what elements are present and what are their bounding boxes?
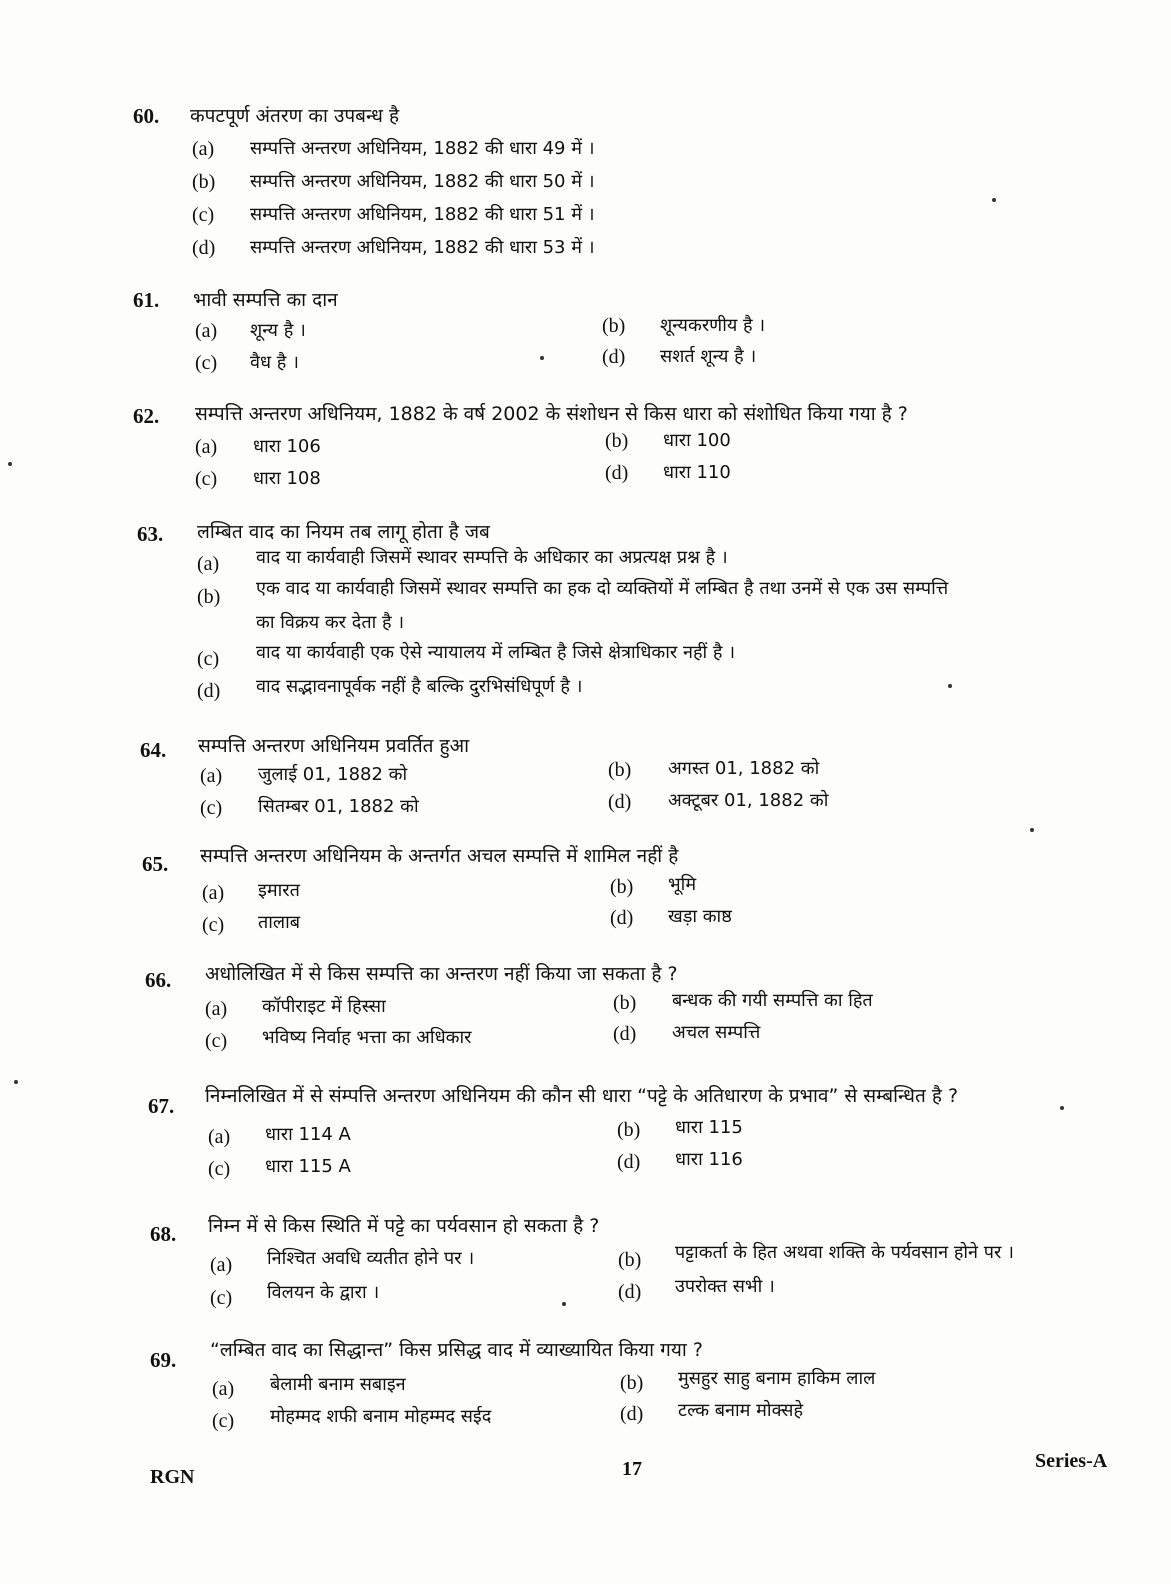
scan-speck (1060, 1106, 1064, 1110)
option-text: धारा 108 (253, 468, 321, 489)
option-text: इमारत (258, 880, 300, 901)
question-text: कपटपूर्ण अंतरण का उपबन्ध है (190, 105, 400, 127)
option-label: (c) (192, 204, 215, 226)
option-text: धारा 110 (663, 462, 731, 483)
question-number: 65. (142, 852, 169, 876)
option-text: कॉपीराइट में हिस्सा (262, 996, 386, 1017)
option-text: धारा 100 (663, 430, 731, 451)
question-number: 66. (145, 968, 172, 992)
option-label: (c) (195, 468, 218, 490)
question-text: निम्न में से किस स्थिति में पट्टे का पर्यवसान हो सकता है ? (208, 1215, 600, 1237)
option-label: (d) (613, 1023, 637, 1045)
option-label: (b) (192, 171, 216, 193)
option-text: सितम्बर 01, 1882 को (258, 796, 419, 817)
option-text: सम्पत्ति अन्तरण अधिनियम, 1882 की धारा 49 में । (250, 138, 595, 159)
option-text: सशर्त शून्य है । (660, 346, 757, 367)
option-text: पट्टाकर्ता के हित अथवा शक्ति के पर्यवसान होने पर । (675, 1242, 1014, 1263)
option-text: शून्य है । (250, 320, 306, 341)
page-number: 17 (622, 1458, 642, 1480)
option-label: (a) (205, 998, 228, 1020)
scan-speck (540, 356, 544, 360)
option-text: जुलाई 01, 1882 को (258, 764, 408, 785)
option-label: (c) (202, 914, 225, 936)
option-text: मोहम्मद शफी बनाम मोहम्मद सईद (270, 1406, 492, 1427)
option-label: (c) (210, 1287, 233, 1309)
option-text: बन्धक की गयी सम्पत्ति का हित (672, 990, 873, 1011)
option-text: धारा 114 A (265, 1124, 351, 1145)
option-label: (a) (195, 320, 218, 342)
option-text: सम्पत्ति अन्तरण अधिनियम, 1882 की धारा 53 में । (250, 237, 595, 258)
option-label: (b) (613, 992, 637, 1014)
series-label: Series-A (1035, 1450, 1108, 1472)
option-label: (d) (610, 907, 634, 929)
option-text: मुसहुर साहु बनाम हाकिम लाल (678, 1368, 876, 1389)
option-label: (a) (212, 1378, 235, 1400)
question-text: “लम्बित वाद का सिद्धान्त” किस प्रसिद्ध वाद में व्याख्यायित किया गया ? (210, 1339, 703, 1361)
option-label: (b) (620, 1372, 644, 1394)
option-text: धारा 116 (675, 1149, 743, 1170)
question-number: 68. (150, 1222, 177, 1246)
option-label: (d) (605, 462, 629, 484)
option-text-continued: का विक्रय कर देता है । (256, 612, 405, 633)
question-text: सम्पत्ति अन्तरण अधिनियम प्रवर्तित हुआ (198, 735, 470, 757)
option-label: (d) (618, 1281, 642, 1303)
option-text: शून्यकरणीय है । (660, 315, 766, 336)
option-text: खड़ा काष्ठ (668, 906, 732, 927)
option-label: (a) (210, 1254, 233, 1276)
option-label: (a) (195, 436, 218, 458)
question-number: 69. (150, 1348, 177, 1372)
option-text: बेलामी बनाम सबाइन (270, 1374, 406, 1395)
option-text: विलयन के द्वारा । (267, 1282, 380, 1303)
option-label: (d) (192, 237, 216, 259)
option-text: एक वाद या कार्यवाही जिसमें स्थावर सम्पत्ति का हक दो व्यक्तियों में लम्बित है तथा उनमें से एक उस सम्पत्ति (256, 578, 949, 599)
question-text: भावी सम्पत्ति का दान (193, 289, 338, 311)
option-text: धारा 115 (675, 1117, 743, 1138)
footer-code: RGN (150, 1466, 195, 1488)
option-text: धारा 106 (253, 436, 321, 457)
question-number: 61. (133, 288, 160, 312)
question-text: सम्पत्ति अन्तरण अधिनियम, 1882 के वर्ष 2002 के संशोधन से किस धारा को संशोधित किया गया है ? (195, 403, 908, 425)
option-text: उपरोक्त सभी । (675, 1276, 775, 1297)
option-label: (c) (205, 1030, 228, 1052)
option-label: (b) (608, 759, 632, 781)
option-text: टल्क बनाम मोक्सहे (678, 1400, 804, 1421)
option-text: धारा 115 A (265, 1156, 351, 1177)
scan-speck (1030, 828, 1034, 832)
scan-speck (948, 684, 952, 688)
option-text: वाद या कार्यवाही एक ऐसे न्यायालय में लम्बित है जिसे क्षेत्राधिकार नहीं है । (256, 642, 736, 663)
question-text: निम्नलिखित में से संम्पत्ति अन्तरण अधिनियम की कौन सी धारा “पट्टे के अतिधारण के प्रभाव” से सम्बन्धित है ? (205, 1085, 959, 1107)
option-text: सम्पत्ति अन्तरण अधिनियम, 1882 की धारा 50 में । (250, 171, 595, 192)
option-label: (c) (208, 1158, 231, 1180)
scan-speck (14, 1080, 18, 1084)
scan-speck (992, 198, 996, 202)
question-text: अधोलिखित में से किस सम्पत्ति का अन्तरण नहीं किया जा सकता है ? (205, 963, 678, 985)
option-text: वाद सद्भावनापूर्वक नहीं है बल्कि दुरभिसंधिपूर्ण है । (256, 676, 583, 697)
question-number: 64. (140, 738, 167, 762)
option-label: (c) (195, 352, 218, 374)
option-label: (a) (192, 138, 215, 160)
option-label: (c) (200, 797, 223, 819)
question-number: 63. (137, 522, 164, 546)
option-text: वाद या कार्यवाही जिसमें स्थावर सम्पत्ति के अधिकार का अप्रत्यक्ष प्रश्न है । (256, 547, 728, 568)
option-label: (d) (602, 346, 626, 368)
question-number: 60. (133, 104, 160, 128)
option-label: (d) (620, 1403, 644, 1425)
option-text: निश्चित अवधि व्यतीत होने पर । (267, 1248, 475, 1269)
option-label: (a) (200, 765, 223, 787)
scan-speck (562, 1302, 566, 1306)
option-label: (d) (197, 680, 221, 702)
scan-speck (8, 462, 12, 466)
option-label: (b) (610, 876, 634, 898)
option-label: (a) (197, 553, 220, 575)
option-text: भविष्य निर्वाह भत्ता का अधिकार (262, 1027, 472, 1048)
option-text: भूमि (668, 874, 697, 895)
question-text: सम्पत्ति अन्तरण अधिनियम के अन्तर्गत अचल सम्पत्ति में शामिल नहीं है (200, 845, 679, 867)
option-text: वैध है । (250, 352, 299, 373)
option-label: (b) (605, 430, 629, 452)
option-label: (d) (608, 791, 632, 813)
option-label: (b) (618, 1249, 642, 1271)
option-text: अक्टूबर 01, 1882 को (668, 790, 829, 811)
option-text: अचल सम्पत्ति (672, 1022, 761, 1043)
option-label: (a) (208, 1126, 231, 1148)
option-label: (b) (617, 1119, 641, 1141)
question-text: लम्बित वाद का नियम तब लागू होता है जब (197, 521, 490, 543)
option-label: (b) (602, 315, 626, 337)
option-label: (a) (202, 882, 225, 904)
option-text: अगस्त 01, 1882 को (668, 758, 820, 779)
option-label: (c) (212, 1410, 235, 1432)
option-text: सम्पत्ति अन्तरण अधिनियम, 1882 की धारा 51 में । (250, 204, 595, 225)
option-label: (b) (197, 586, 221, 608)
option-label: (c) (197, 648, 220, 670)
question-number: 62. (133, 404, 160, 428)
option-label: (d) (617, 1151, 641, 1173)
option-text: तालाब (258, 912, 301, 933)
question-number: 67. (148, 1094, 175, 1118)
